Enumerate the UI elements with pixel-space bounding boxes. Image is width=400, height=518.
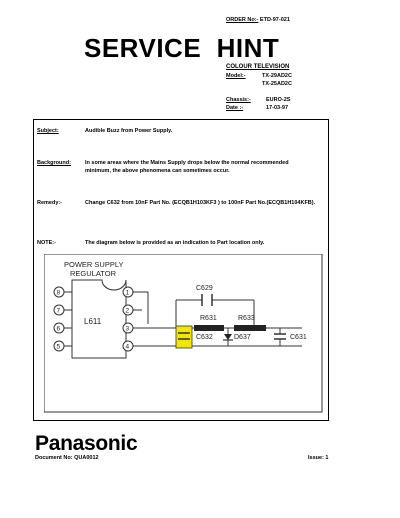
subject-label: Subject: — [37, 128, 59, 134]
date-label: Date :- — [226, 105, 244, 111]
model-2: TX-25AD2C — [262, 81, 292, 87]
pin-3-label: 3 — [125, 325, 130, 333]
r633-body — [234, 325, 266, 331]
d637-label: D637 — [234, 334, 251, 341]
background-label: Background: — [37, 160, 71, 166]
order-number — [226, 17, 290, 23]
pin-7-label: 7 — [56, 307, 61, 315]
note-text: The diagram below is provided as an indication to Part location only. — [85, 240, 265, 246]
pin-4-label: 4 — [125, 343, 130, 351]
r633-label: R633 — [238, 315, 255, 322]
c632-highlight — [176, 326, 192, 348]
date-value: 17-03-97 — [266, 105, 289, 111]
left-pins — [54, 287, 72, 351]
chassis-value: EURO-2S — [266, 97, 291, 103]
order-label: ORDER No:- — [226, 17, 259, 23]
r631-body — [194, 325, 224, 331]
document-number: Document No: QUA0012 — [35, 455, 99, 461]
circuit-wires — [133, 292, 302, 346]
d637-diode — [223, 334, 251, 341]
r631-label: R631 — [200, 315, 217, 322]
r631-resistor — [194, 315, 224, 331]
pin-8-label: 8 — [56, 289, 61, 297]
issue-number: Issue: 1 — [308, 455, 329, 461]
product-type: COLOUR TELEVISION — [226, 64, 290, 70]
c629-label: C629 — [196, 285, 213, 292]
circuit-diagram — [44, 254, 324, 414]
remedy-text: Change C632 from 10nF Part No. (ECQB1H103KF3 ) to 100nF Part No.(ECQB1H104KFB). — [85, 200, 316, 206]
pin-6-label: 6 — [56, 325, 61, 333]
chassis-label: Chassis:- — [226, 97, 251, 103]
note-label: NOTE:- — [37, 240, 56, 246]
r633-resistor — [234, 315, 266, 331]
pin-2-label: 2 — [125, 307, 130, 315]
pin-5-label: 5 — [56, 343, 61, 351]
pin-1-label: 1 — [125, 289, 130, 297]
page-title: SERVICE HINT — [84, 33, 280, 63]
order-value: ETD-97-021 — [259, 17, 290, 23]
c631-label: C631 — [290, 334, 307, 341]
background-text-2: minimum, the above phenomena can sometimes occur. — [85, 168, 230, 174]
remedy-label: Remedy:- — [37, 200, 63, 206]
d637-symbol — [224, 334, 232, 340]
ic-label: L611 — [84, 317, 102, 326]
c631-capacitor — [274, 334, 307, 341]
c629-capacitor — [196, 285, 213, 306]
regulator-label-2: REGULATOR — [70, 269, 116, 278]
model-1: TX-29AD2C — [262, 73, 292, 79]
background-text-1: In some areas where the Mains Supply drops below the normal recommended — [85, 160, 289, 166]
subject-text: Audible Buzz from Power Supply. — [85, 128, 173, 134]
regulator-label-1: POWER SUPPLY — [64, 260, 124, 269]
c632-label: C632 — [196, 334, 213, 341]
brand-logo: Panasonic — [35, 432, 138, 455]
model-label: Model:- — [226, 73, 246, 79]
